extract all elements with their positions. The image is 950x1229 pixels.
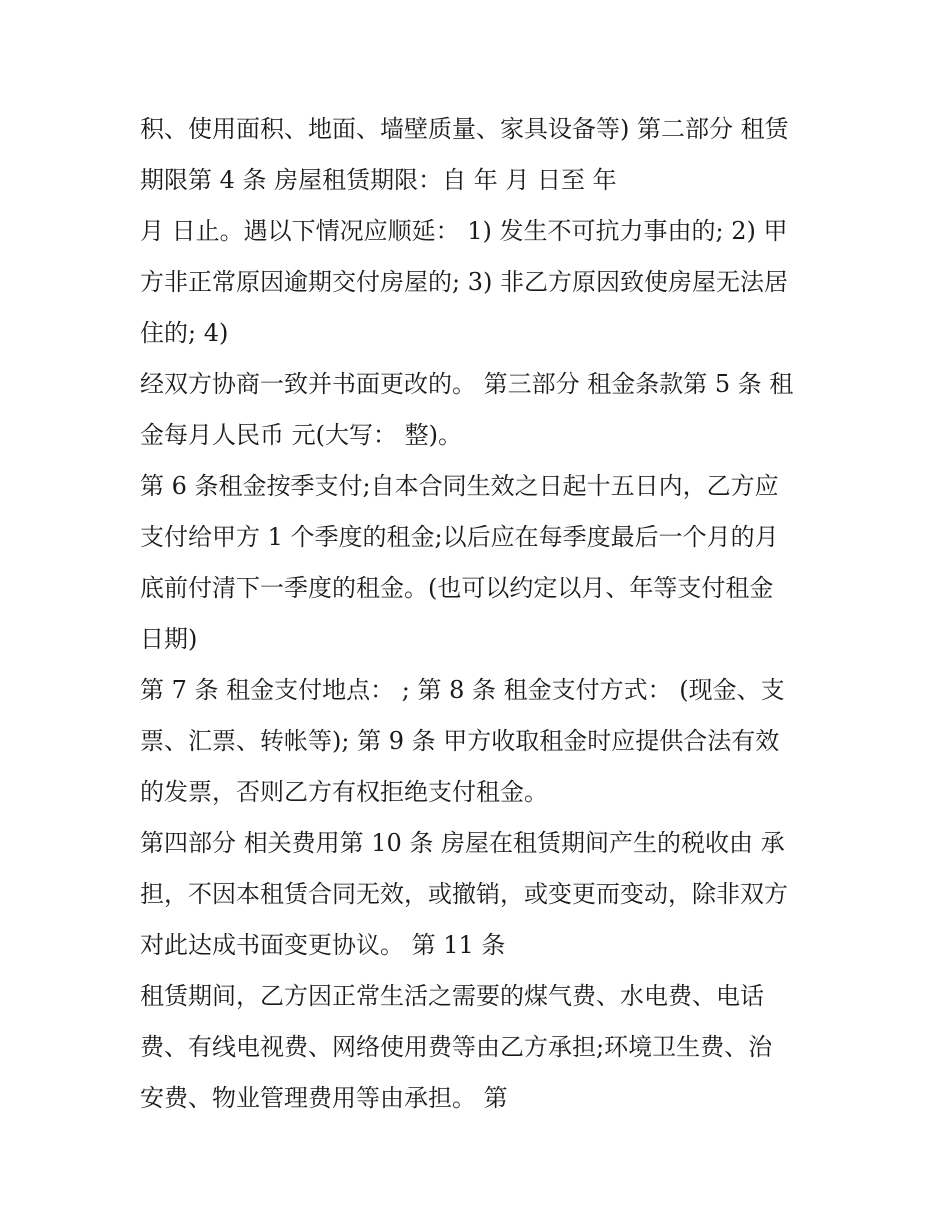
text-line: 期限第 4 条 房屋租赁期限：自 年 月 日至 年	[140, 166, 617, 194]
text-line: 第 7 条 租金支付地点： ; 第 8 条 租金支付方式： (现金、支	[140, 676, 785, 704]
text-line: 票、汇票、转帐等); 第 9 条 甲方收取租金时应提供合法有效	[140, 727, 780, 755]
text-line: 住的; 4)	[140, 319, 229, 347]
text-line: 方非正常原因逾期交付房屋的; 3) 非乙方原因致使房屋无法居	[140, 268, 788, 296]
text-line: 第 6 条租金按季支付;自本合同生效之日起十五日内，乙方应	[140, 472, 779, 500]
text-line: 月 日止。遇以下情况应顺延： 1) 发生不可抗力事由的; 2) 甲	[140, 217, 788, 245]
text-line: 金每月人民币 元(大写： 整)。	[140, 421, 462, 449]
text-line: 积、使用面积、地面、墙壁质量、家具设备等) 第二部分 租赁	[140, 115, 789, 143]
text-line: 第四部分 相关费用第 10 条 房屋在租赁期间产生的税收由 承	[140, 829, 785, 857]
text-line: 的发票，否则乙方有权拒绝支付租金。	[140, 778, 548, 806]
text-line: 担，不因本租赁合同无效，或撤销，或变更而变动，除非双方	[140, 880, 788, 908]
text-line: 安费、物业管理费用等由承担。 第	[140, 1084, 508, 1112]
text-line: 支付给甲方 1 个季度的租金;以后应在每季度最后一个月的月	[140, 523, 779, 551]
text-line: 经双方协商一致并书面更改的。 第三部分 租金条款第 5 条 租	[140, 370, 794, 398]
text-line: 底前付清下一季度的租金。(也可以约定以月、年等支付租金	[140, 574, 774, 602]
contract-text-body	[140, 104, 830, 1124]
text-line: 费、有线电视费、网络使用费等由乙方承担;环境卫生费、治	[140, 1033, 773, 1061]
text-line: 对此达成书面变更协议。 第 11 条	[140, 931, 506, 959]
text-line: 租赁期间，乙方因正常生活之需要的煤气费、水电费、电话	[140, 982, 764, 1010]
text-line: 日期)	[140, 625, 198, 653]
